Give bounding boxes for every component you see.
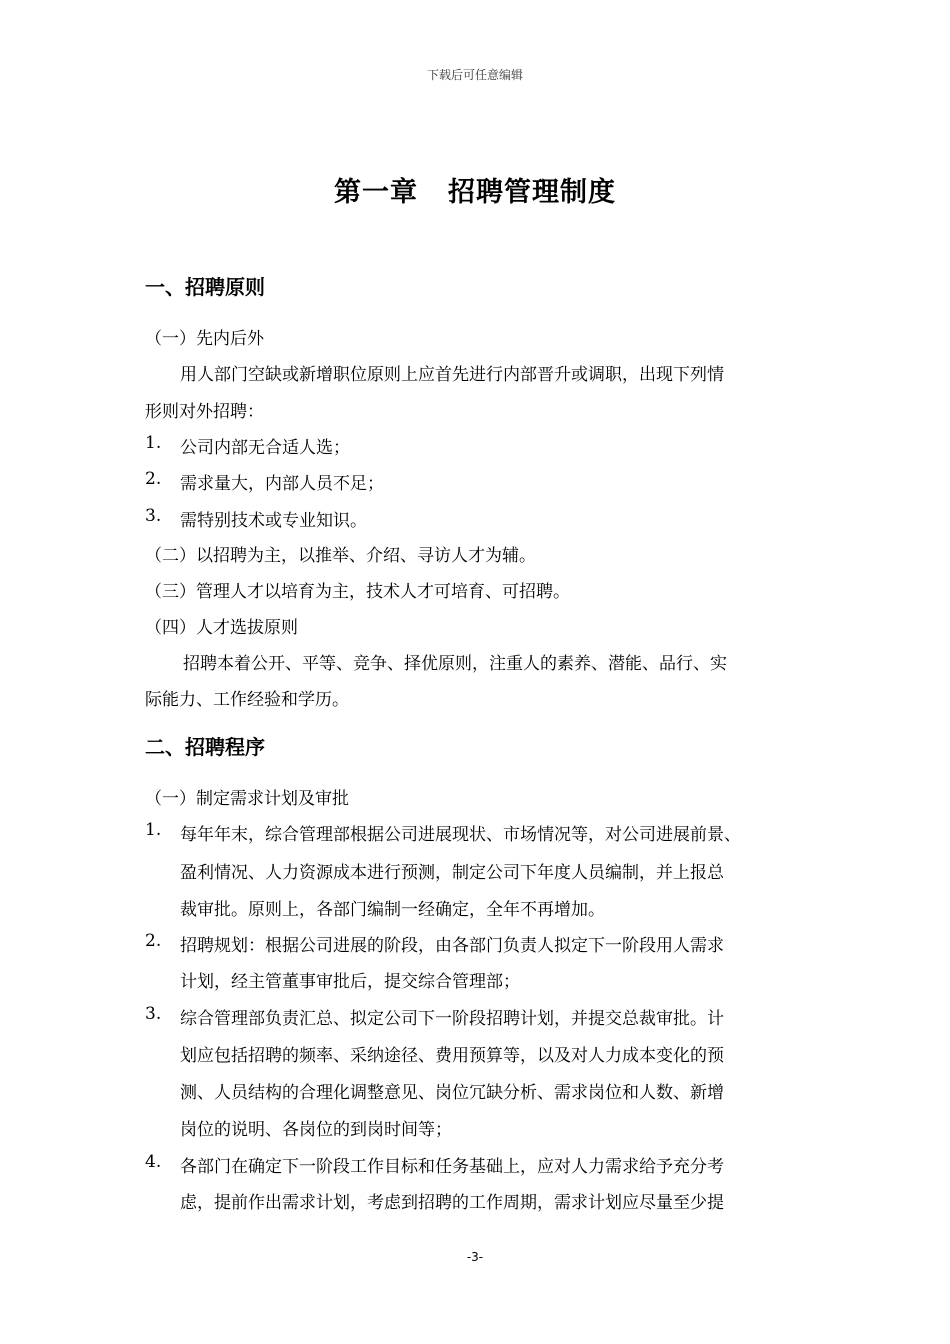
list-item-line: 招聘规划：根据公司进展的阶段，由各部门负责人拟定下一阶段用人需求: [180, 936, 724, 956]
list-number: 2.: [145, 931, 162, 951]
list-item: 需求量大，内部人员不足；: [180, 474, 384, 494]
subheading: （二）以招聘为主，以推举、介绍、寻访人才为辅。: [145, 546, 536, 566]
list-item-line: 每年年末，综合管理部根据公司进展现状、市场情况等，对公司进展前景、: [180, 825, 741, 845]
subheading: （三）管理人才以培育为主，技术人才可培育、可招聘。: [145, 582, 570, 602]
chapter-prefix: 第一章: [334, 177, 418, 208]
list-item-line: 各部门在确定下一阶段工作目标和任务基础上，应对人力需求给予充分考: [180, 1157, 724, 1177]
list-item-line: 盈利情况、人力资源成本进行预测，制定公司下年度人员编制，并上报总: [180, 863, 724, 883]
subheading: （一）先内后外: [145, 329, 264, 349]
list-item-line: 岗位的说明、各岗位的到岗时间等；: [180, 1120, 452, 1140]
list-number: 3.: [145, 1004, 162, 1024]
list-number: 1.: [145, 433, 162, 453]
list-number: 4.: [145, 1152, 162, 1172]
list-item-line: 综合管理部负责汇总、拟定公司下一阶段招聘计划，并提交总裁审批。计: [180, 1009, 724, 1029]
list-item-line: 裁审批。原则上，各部门编制一经确定，全年不再增加。: [180, 900, 605, 920]
list-number: 2.: [145, 469, 162, 489]
list-item-line: 测、人员结构的合理化调整意见、岗位冗缺分析、需求岗位和人数、新增: [180, 1083, 724, 1103]
chapter-name: 招聘管理制度: [448, 177, 616, 208]
paragraph-line: 用人部门空缺或新增职位原则上应首先进行内部晋升或调职，出现下列情: [180, 365, 724, 385]
list-item-line: 划应包括招聘的频率、采纳途径、费用预算等，以及对人力成本变化的预: [180, 1046, 724, 1066]
paragraph-line: 形则对外招聘：: [145, 402, 264, 422]
paragraph-line: 际能力、工作经验和学历。: [145, 690, 349, 710]
list-item: 需特别技术或专业知识。: [180, 511, 367, 531]
subheading: （四）人才选拔原则: [145, 618, 298, 638]
list-item-line: 虑，提前作出需求计划，考虑到招聘的工作周期，需求计划应尽量至少提: [180, 1193, 724, 1213]
page-number: -3-: [466, 1250, 484, 1264]
subheading: （一）制定需求计划及审批: [145, 789, 349, 809]
section-heading-principles: 一、招聘原则: [145, 275, 265, 299]
section-heading-procedure: 二、招聘程序: [145, 735, 265, 759]
list-number: 1.: [145, 820, 162, 840]
chapter-title: [0, 170, 950, 209]
header-note: 下载后可任意编辑: [426, 68, 523, 82]
list-item: 公司内部无合适人选；: [180, 438, 350, 458]
list-number: 3.: [145, 506, 162, 526]
paragraph-line: 招聘本着公开、平等、竞争、择优原则，注重人的素养、潜能、品行、实: [183, 654, 727, 674]
list-item-line: 计划，经主管董事审批后，提交综合管理部；: [180, 972, 520, 992]
